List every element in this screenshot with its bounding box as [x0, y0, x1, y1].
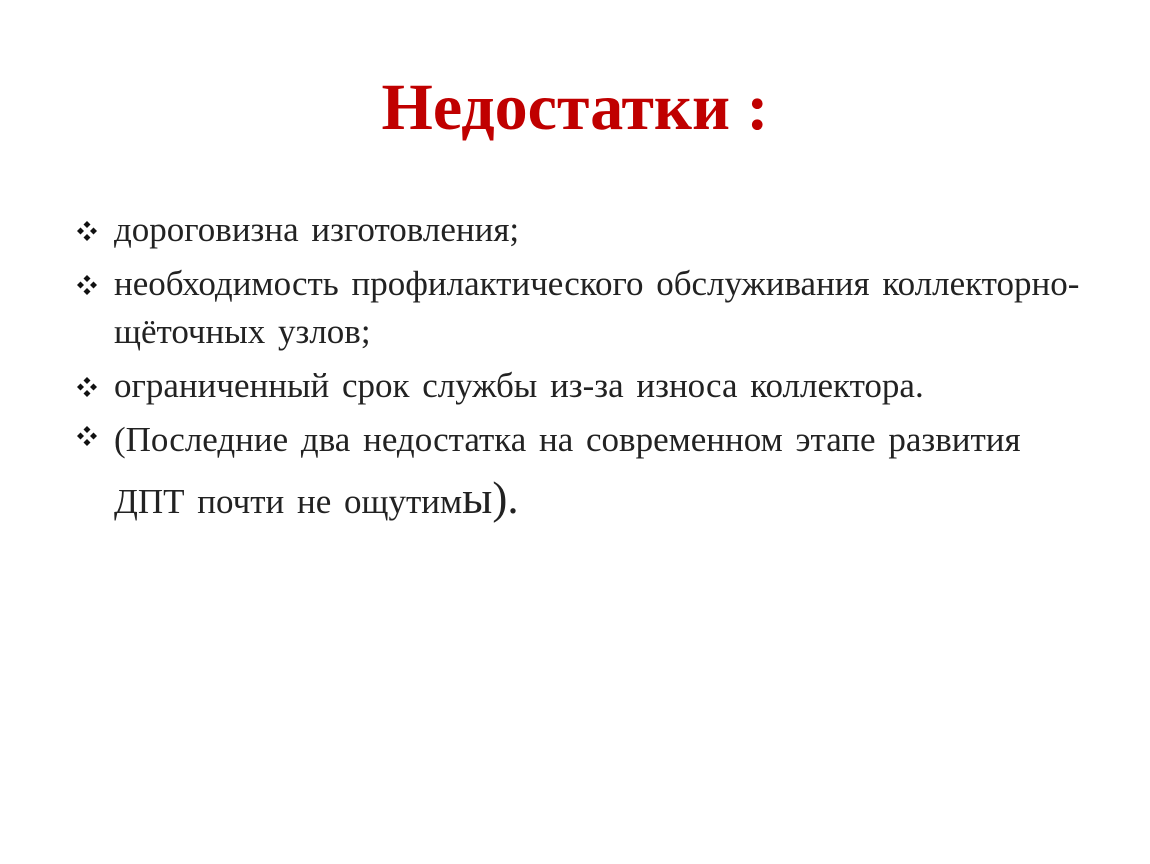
diamond-dots-icon	[72, 274, 102, 296]
list-item-text: (Последние два недостатка на современном этапе развития ДПТ почти не ощутим	[114, 420, 1021, 521]
diamond-dots-icon	[72, 376, 102, 398]
slide-title: Недостатки :	[381, 71, 769, 144]
list-item-text: необходимость профилактического обслуживания коллекторно-щёточных узлов;	[114, 264, 1080, 351]
list-item-text: дороговизна изготовления;	[114, 210, 520, 249]
list-item-text: ограниченный срок службы из-за износа коллектора.	[114, 366, 924, 405]
list-item	[72, 411, 1092, 531]
diamond-dots-icon	[72, 425, 102, 447]
list-item-text-tail: ы).	[462, 473, 519, 523]
list-item	[72, 362, 1092, 410]
diamond-dots-icon	[72, 220, 102, 242]
list-item	[72, 206, 1092, 254]
bullet-list	[72, 206, 1092, 537]
list-item	[72, 260, 1092, 356]
